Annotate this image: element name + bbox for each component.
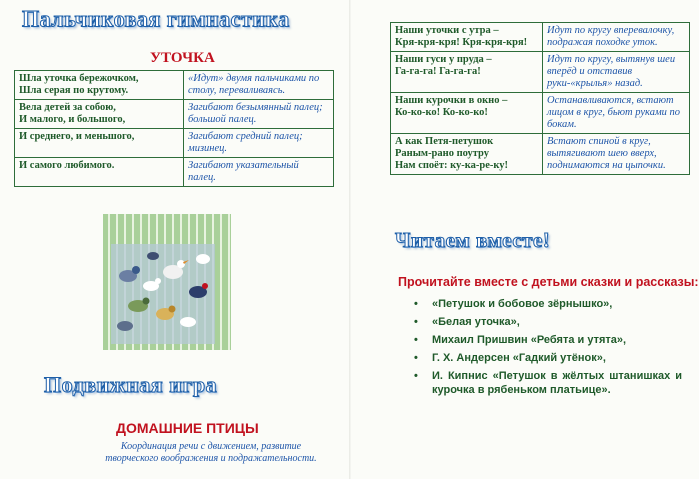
game-rhyme-table xyxy=(390,22,690,175)
gym-heading: Пальчиковая гимнастика xyxy=(22,5,290,32)
book-title: Михаил Пришвин «Ребята и утята», xyxy=(432,334,627,346)
game-title: ДОМАШНИЕ ПТИЦЫ xyxy=(116,420,259,436)
game-heading: Подвижная игра xyxy=(44,372,218,397)
table-row xyxy=(391,52,690,93)
bullet-dot-icon: • xyxy=(414,298,418,310)
bullet-dot-icon: • xyxy=(414,370,418,382)
read-intro: Прочитайте вместе с детьми сказки и рассказы: xyxy=(398,275,699,289)
verse-cell: И самого любимого. xyxy=(15,158,184,187)
verse-cell: Наши курочки в окно – Ко-ко-ко! Ко-ко-ко! xyxy=(391,93,543,134)
action-cell: Загибают средний палец; мизинец. xyxy=(184,129,334,158)
table-row xyxy=(15,158,334,187)
poultry-yard-illustration xyxy=(103,214,231,350)
game-description: Координация речи с движением, развитие творческого воображения и подражательности. xyxy=(105,441,317,464)
verse-cell: А как Петя-петушок Раным-рано поутру Нам споёт: ку-ка-ре-ку! xyxy=(391,134,543,175)
book-title: И. Кипнис «Петушок в жёлтых штанишках и курочка в рябеньком платьице». xyxy=(432,370,682,396)
table-row xyxy=(15,129,334,158)
action-cell: «Идут» двумя пальчиками по столу, переваливаясь. xyxy=(184,71,334,100)
verse-cell: Наши уточки с утра – Кря-кря-кря! Кря-кря-кря! xyxy=(391,23,543,52)
bullet-dot-icon: • xyxy=(414,316,418,328)
table-row xyxy=(391,134,690,175)
table-row xyxy=(391,93,690,134)
book-title: «Петушок и бобовое зёрнышко», xyxy=(432,298,613,310)
action-cell: Останавливаются, встают лицом в круг, бьют руками по бокам. xyxy=(543,93,690,134)
action-cell: Идут по кругу вперевалочку, подражая походке уток. xyxy=(543,23,690,52)
table-row xyxy=(15,100,334,129)
action-cell: Загибают безымянный палец; большой палец. xyxy=(184,100,334,129)
book-title: «Белая уточка», xyxy=(432,316,520,328)
bullet-dot-icon: • xyxy=(414,334,418,346)
list-item xyxy=(412,315,682,329)
verse-cell: Шла уточка бережочком, Шла серая по крутому. xyxy=(15,71,184,100)
verse-cell: И среднего, и меньшого, xyxy=(15,129,184,158)
book-list xyxy=(412,297,682,401)
right-page xyxy=(350,0,699,479)
book-title: Г. Х. Андерсен «Гадкий утёнок», xyxy=(432,352,606,364)
table-row xyxy=(391,23,690,52)
list-item xyxy=(412,351,682,365)
list-item xyxy=(412,333,682,347)
finger-rhyme-table xyxy=(14,70,334,187)
table-row xyxy=(15,71,334,100)
bullet-dot-icon: • xyxy=(414,352,418,364)
action-cell: Идут по кругу, вытянув шеи вперёд и отставив руки-«крылья» назад. xyxy=(543,52,690,93)
action-cell: Загибают указательный палец. xyxy=(184,158,334,187)
list-item xyxy=(412,297,682,311)
action-cell: Встают спиной в круг, вытягивают шею вверх, поднимаются на цыпочки. xyxy=(543,134,690,175)
list-item xyxy=(412,369,682,397)
verse-cell: Вела детей за собою, И малого, и большого, xyxy=(15,100,184,129)
read-heading: Читаем вместе! xyxy=(395,228,551,252)
rhyme-title: УТОЧКА xyxy=(150,50,215,66)
verse-cell: Наши гуси у пруда – Га-га-га! Га-га-га! xyxy=(391,52,543,93)
